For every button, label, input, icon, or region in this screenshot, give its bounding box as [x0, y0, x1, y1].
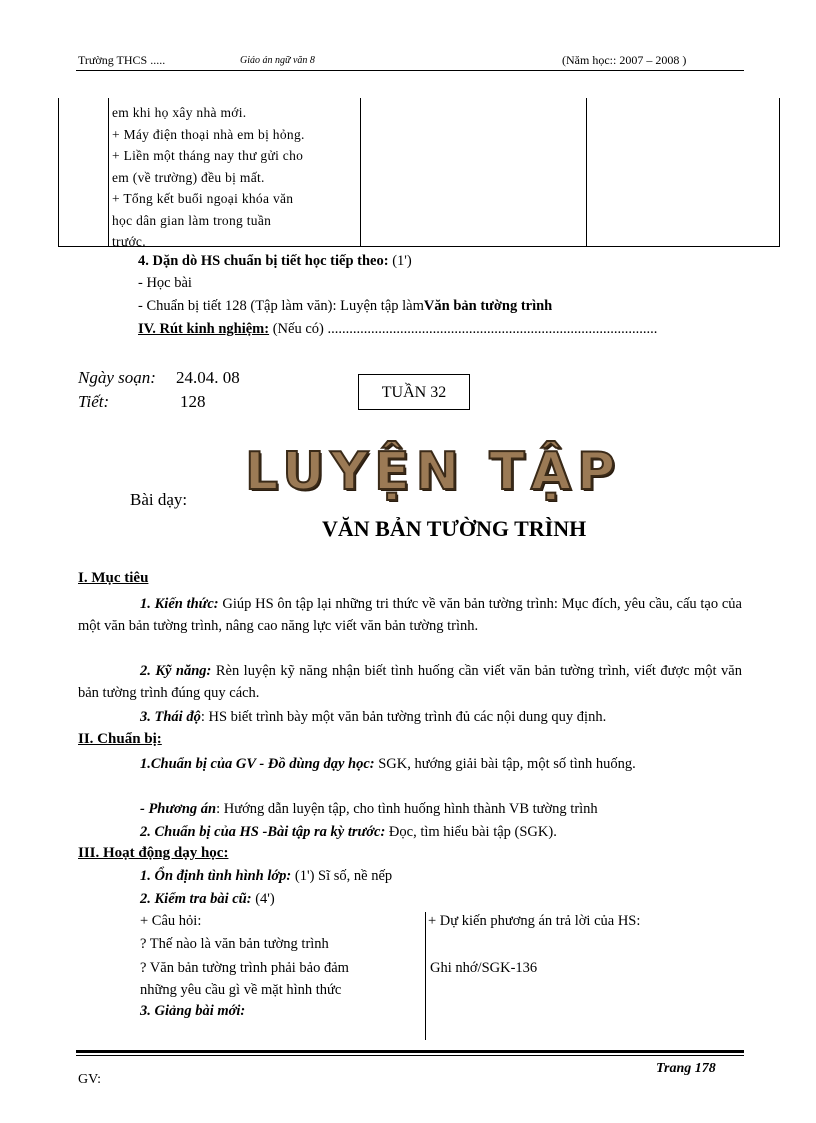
table-cell-line: + Máy điện thoại nhà em bị hỏng.	[112, 126, 305, 142]
section4-title: 4. Dặn dò HS chuẩn bị tiết học tiếp theo:	[138, 253, 389, 269]
section4-heading	[138, 253, 412, 270]
section-i-knowledge	[78, 594, 742, 637]
period-value: 128	[180, 392, 206, 411]
section4-time: (1')	[388, 253, 412, 269]
step-2-text: (4')	[251, 891, 275, 907]
column-divider	[425, 912, 426, 1040]
table-cell-text	[112, 102, 362, 253]
check-left-3: ? Văn bản tường trình phải bảo đảm	[140, 960, 349, 976]
step-1-text: (1') Sĩ số, nề nếp	[291, 868, 393, 884]
method-text: : Hướng dẫn luyện tập, cho tình huống hình thành VB tường trình	[216, 801, 598, 817]
footer-rule-thin	[76, 1055, 744, 1056]
footer-rule-thick	[76, 1050, 744, 1053]
check-right-2: Ghi nhớ/SGK-136	[430, 960, 538, 976]
attitude-text: : HS biết trình bày một văn bản tường trình đủ các nội dung quy định.	[200, 709, 607, 725]
table-cell-line: em khi họ xây nhà mới.	[112, 105, 247, 120]
hs-prep-label: 2. Chuẩn bị của HS -Bài tập ra kỳ trước:	[140, 824, 386, 840]
hs-prep-text: Đọc, tìm hiểu bài tập (SGK).	[385, 824, 557, 840]
section-ii-title: II. Chuẩn bị:	[78, 731, 162, 747]
step-2	[140, 891, 275, 908]
section-i-title: I. Mục tiêu	[78, 570, 149, 586]
section-iv	[138, 321, 657, 338]
section-ii-hs	[78, 822, 742, 844]
section-iv-note: (Nếu có) ...........................................................................................	[269, 321, 658, 337]
gv-prep-text: SGK, hướng giải bài tập, một số tình huống.	[374, 756, 636, 772]
header-school: Trường THCS .....	[78, 53, 166, 67]
lesson-subtitle: VĂN BẢN TƯỜNG TRÌNH	[322, 516, 587, 541]
section-ii-gv	[78, 754, 742, 776]
period-label: Tiết:	[78, 392, 110, 411]
knowledge-label: 1. Kiến thức:	[140, 596, 219, 612]
table-cell-line: + Liền một tháng nay thư gửi cho	[112, 148, 304, 163]
week-box: TUẦN 32	[358, 374, 470, 410]
check-left-4: những yêu cầu gì về mặt hình thức	[140, 982, 342, 998]
header-year: (Năm học:: 2007 – 2008 )	[562, 53, 687, 67]
table-cell-line: trước.	[112, 234, 146, 249]
check-right-1: + Dự kiến phương án trả lời của HS:	[428, 913, 641, 929]
knowledge-text: Giúp HS ôn tập lại những tri thức về văn bản tường trình: Mục đích, yêu cầu, cấu tạo của một văn bản tường trình, nâng cao năng lực viết văn bản tường trình.	[78, 596, 742, 634]
table-cell-line: học dân gian làm trong tuần	[112, 212, 272, 228]
section4-item-1: - Học bài	[138, 275, 192, 291]
method-label: - Phương án	[140, 801, 217, 817]
step-3-label: 3. Giảng bài mới:	[140, 1003, 246, 1019]
step-1-label: 1. Ổn định tình hình lớp:	[140, 868, 292, 884]
lesson-label: Bài dạy:	[130, 490, 188, 509]
section4-item-2-bold: Văn bản tường trình	[423, 298, 553, 314]
skill-text: Rèn luyện kỹ năng nhận biết tình huống cần viết văn bản tường trình, viết được một văn bản tường trình đúng quy cách.	[78, 663, 742, 701]
check-left-2: ? Thế nào là văn bản tường trình	[140, 936, 329, 952]
section-iii-title: III. Hoạt động dạy học:	[78, 845, 229, 861]
section-i-skill	[78, 661, 742, 704]
section4-item-2-text: - Chuẩn bị tiết 128 (Tập làm văn): Luyện tập làm	[138, 298, 424, 314]
footer-gv: GV:	[78, 1072, 102, 1087]
table-cell-line: + Tổng kết buổi ngoại khóa văn	[112, 191, 294, 206]
date-label: Ngày soạn:	[78, 368, 156, 387]
section4-item-2	[138, 298, 552, 315]
header-subject: Giáo án ngữ văn 8	[240, 55, 315, 66]
table-cell-line: em (về trường) đều bị mất.	[112, 169, 265, 185]
attitude-label: 3. Thái độ	[140, 709, 201, 725]
lesson-title-art: LUYỆN TẬP	[245, 442, 622, 502]
gv-prep-label: 1.Chuẩn bị của GV - Đồ dùng dạy học:	[140, 756, 375, 772]
section-ii-method	[78, 799, 742, 821]
step-1	[140, 868, 392, 885]
footer-page: Trang 178	[656, 1061, 716, 1076]
section-i-attitude	[78, 707, 742, 729]
section-iv-title: IV. Rút kinh nghiệm:	[138, 321, 270, 337]
check-left-1: + Câu hỏi:	[140, 913, 202, 929]
step-2-label: 2. Kiểm tra bài cũ:	[140, 891, 252, 907]
skill-label: 2. Kỹ năng:	[140, 663, 212, 679]
date-value: 24.04. 08	[176, 368, 240, 387]
header-rule	[76, 70, 744, 71]
